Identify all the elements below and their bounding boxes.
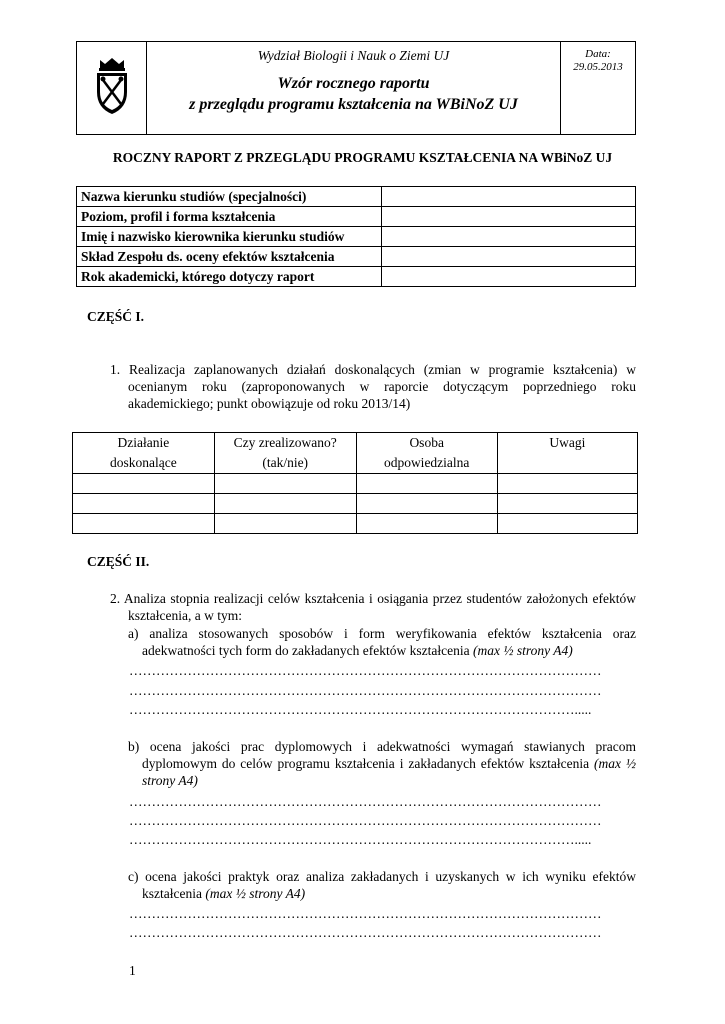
answer-line[interactable]: ……………………………………………………………………………………….....	[129, 702, 592, 717]
part2-heading: CZĘŚĆ II.	[87, 554, 150, 569]
date-cell	[561, 42, 635, 134]
col-header-line: doskonalące	[110, 455, 177, 470]
col-header-line: Osoba	[409, 435, 444, 450]
answer-line[interactable]: ……………………………………………………………………………………….....	[129, 832, 592, 847]
item2a-text	[128, 625, 636, 659]
table-row	[77, 187, 636, 207]
jagiellonian-university-crest-icon	[94, 56, 130, 116]
date-label: Data:	[585, 48, 611, 60]
info-value-field[interactable]	[382, 187, 636, 207]
table-cell[interactable]	[356, 514, 497, 534]
table-cell[interactable]	[497, 474, 637, 494]
item2c-note: (max ½ strony A4)	[205, 886, 306, 901]
info-value-field[interactable]	[382, 267, 636, 287]
item2b-body: b) ocena jakości prac dyplomowych i adekwatności wymagań stawianych pracom dyplomowym do celów programu kształcenia i zakładanych efektów kształcenia	[128, 739, 636, 771]
item1-text: 1. Realizacja zaplanowanych działań doskonalących (zmian w programie kształcenia) w ocenianym roku (zaproponowanych w raporcie dotyczącym poprzedniego roku akademickiego; punkt obowiązuje od roku 2013/14)	[110, 362, 636, 411]
answer-line[interactable]: ……………………………………………………………………………………………	[129, 925, 602, 940]
table-cell[interactable]	[214, 474, 356, 494]
date-value: 29.05.2013	[573, 61, 623, 73]
info-value-field[interactable]	[382, 207, 636, 227]
answer-line[interactable]: ……………………………………………………………………………………………	[129, 683, 602, 698]
info-value-field[interactable]	[382, 247, 636, 267]
col-header-line: odpowiedzialna	[383, 455, 470, 470]
col-header-line: Czy zrealizowano?	[233, 435, 337, 450]
page-number: 1	[129, 963, 136, 978]
table-cell[interactable]	[356, 474, 497, 494]
item2a-note: (max ½ strony A4)	[473, 643, 573, 658]
col-header-notes	[497, 433, 637, 474]
document-title-line2: z przeglądu programu kształcenia na WBiNoZ UJ	[189, 96, 518, 113]
item2-text: 2. Analiza stopnia realizacji celów kształcenia i osiągania przez studentów założonych efektów kształcenia, a w tym:	[110, 591, 636, 623]
col-header-action	[73, 433, 215, 474]
table-cell[interactable]	[497, 514, 637, 534]
table-row	[73, 494, 638, 514]
table-cell[interactable]	[214, 514, 356, 534]
col-header-responsible	[356, 433, 497, 474]
header-title-cell	[147, 42, 561, 134]
table-row	[73, 514, 638, 534]
col-header-line: Działanie	[117, 435, 170, 450]
info-label: Poziom, profil i forma kształcenia	[77, 207, 382, 227]
info-value-field[interactable]	[382, 227, 636, 247]
table-cell[interactable]	[497, 494, 637, 514]
item2b-text	[128, 738, 636, 789]
col-header-line: Uwagi	[549, 435, 586, 450]
table-cell[interactable]	[356, 494, 497, 514]
info-label: Skład Zespołu ds. oceny efektów kształcenia	[77, 247, 382, 267]
document-title-line1: Wzór rocznego raportu	[277, 75, 430, 92]
info-label: Imię i nazwisko kierownika kierunku studiów	[77, 227, 382, 247]
table-cell[interactable]	[73, 514, 215, 534]
col-header-realized	[214, 433, 356, 474]
item2a-body: a) analiza stosowanych sposobów i form weryfikowania efektów kształcenia oraz adekwatności tych form do zakładanych efektów kształcenia	[128, 626, 636, 658]
answer-line[interactable]: ……………………………………………………………………………………………	[129, 663, 602, 678]
table-cell[interactable]	[214, 494, 356, 514]
actions-table	[72, 432, 638, 534]
table-row	[77, 207, 636, 227]
table-row	[77, 227, 636, 247]
item2b-note: (max ½ strony A4)	[142, 756, 636, 788]
table-cell[interactable]	[73, 474, 215, 494]
table-cell[interactable]	[73, 494, 215, 514]
document-title	[147, 73, 560, 115]
answer-line[interactable]: ……………………………………………………………………………………………	[129, 794, 602, 809]
table-row	[73, 474, 638, 494]
item2c-body: c) ocena jakości praktyk oraz analiza zakładanych i uzyskanych w ich wyniku efektów kształcenia	[128, 869, 636, 901]
info-label: Rok akademicki, którego dotyczy raport	[77, 267, 382, 287]
col-header-line: (tak/nie)	[262, 455, 309, 470]
logo-cell	[77, 42, 147, 134]
answer-line[interactable]: ……………………………………………………………………………………………	[129, 906, 602, 921]
info-table	[76, 186, 636, 287]
table-row	[77, 247, 636, 267]
document-header	[76, 41, 636, 135]
part1-heading: CZĘŚĆ I.	[87, 309, 145, 324]
table-header-row	[73, 433, 638, 474]
info-label: Nazwa kierunku studiów (specjalności)	[77, 187, 382, 207]
faculty-name: Wydział Biologii i Nauk o Ziemi UJ	[257, 48, 450, 63]
item2c-text	[128, 868, 636, 902]
answer-line[interactable]: ……………………………………………………………………………………………	[129, 813, 602, 828]
table-row	[77, 267, 636, 287]
main-heading: ROCZNY RAPORT Z PRZEGLĄDU PROGRAMU KSZTAŁCENIA NA WBiNoZ UJ	[112, 150, 613, 165]
